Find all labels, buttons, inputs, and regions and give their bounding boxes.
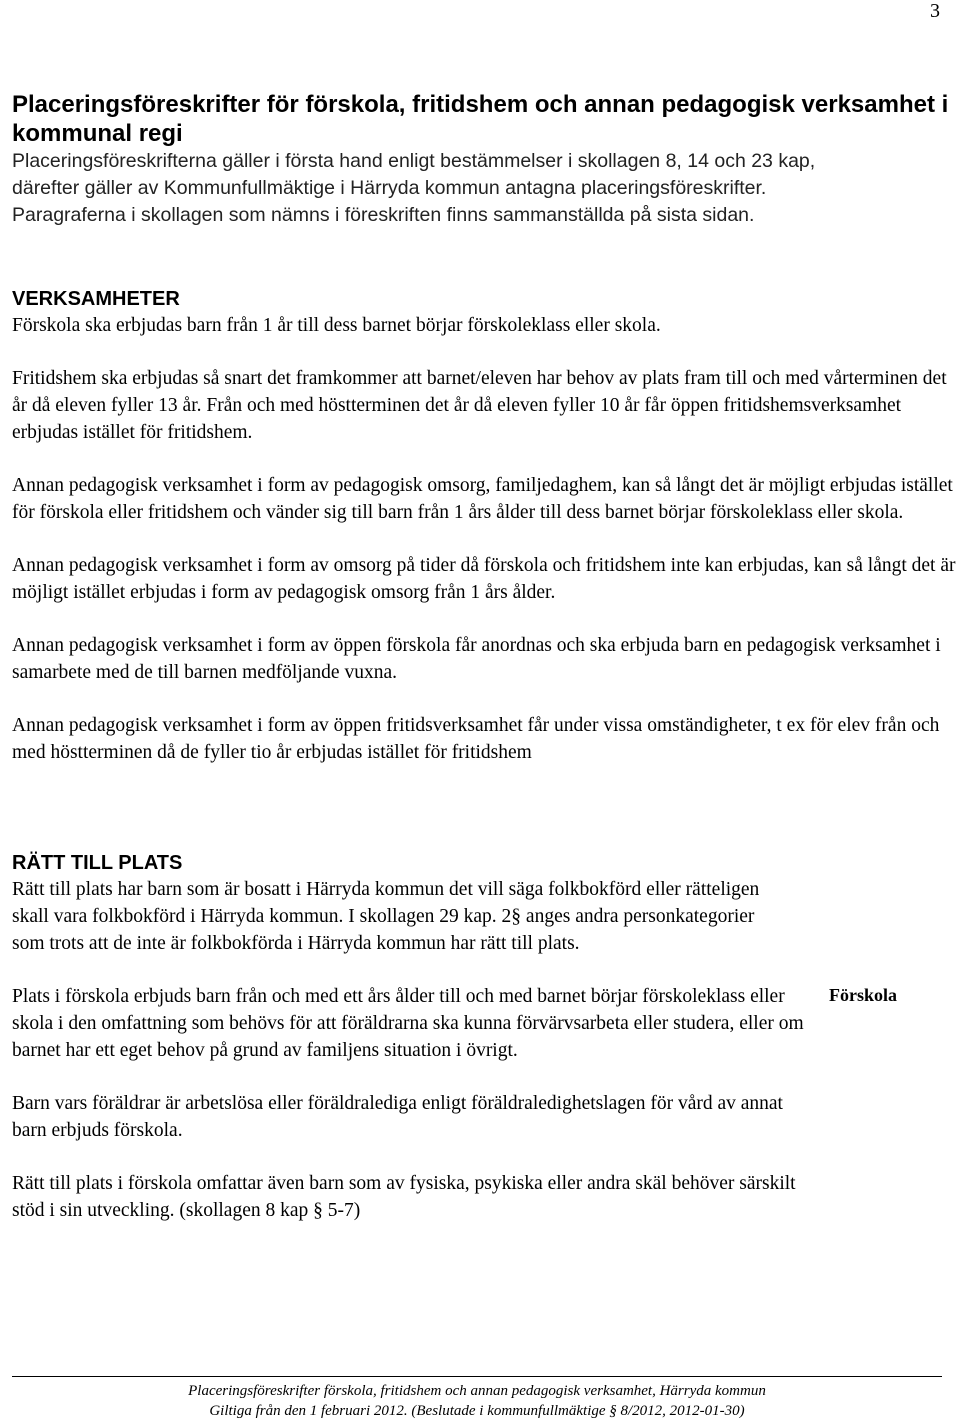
margin-note: Förskola <box>829 985 898 1005</box>
page-footer <box>12 1376 942 1421</box>
paragraph: Annan pedagogisk verksamhet i form av pedagogisk omsorg, familjedaghem, kan så långt det är möjligt erbjudas istället för förskola eller fritidshem och vänder sig till barn från 1 års ålder till dess barnet börjar förskoleklass eller skola. <box>12 475 953 523</box>
paragraph: Rätt till plats har barn som är bosatt i Härryda kommun det vill säga folkbokförd eller rätteligen skall vara folkbokförd i Härryda kommun. I skollagen 29 kap. 2§ anges andra personkategorier som trots att de inte är folkbokförda i Härryda kommun har rätt till plats. <box>12 879 760 954</box>
document-body <box>12 90 957 1224</box>
intro-line: därefter gäller av Kommunfullmäktige i Härryda kommun antagna placeringsföreskrifter. <box>12 177 767 199</box>
footer-line: Giltiga från den 1 februari 2012. (Beslutade i kommunfullmäktige § 8/2012, 2012-01-30) <box>209 1403 745 1419</box>
section-heading-ratt-till-plats: RÄTT TILL PLATS <box>12 852 183 874</box>
paragraph: Plats i förskola erbjuds barn från och med ett års ålder till och med barnet börjar förskoleklass eller skola i den omfattning som behövs för att föräldrarna ska kunna förvärvsarbeta eller studera, eller om barnet har ett eget behov på grund av familjens situation i övrigt. <box>12 986 804 1061</box>
section-heading-verksamheter: VERKSAMHETER <box>12 288 180 310</box>
paragraph: Rätt till plats i förskola omfattar även barn som av fysiska, psykiska eller andra skäl behöver särskilt stöd i sin utveckling. (skollagen 8 kap § 5-7) <box>12 1173 796 1221</box>
intro-line: Paragraferna i skollagen som nämns i föreskriften finns sammanställda på sista sidan. <box>12 204 755 226</box>
page-number: 3 <box>930 0 940 22</box>
document-title: Placeringsföreskrifter för förskola, fritidshem och annan pedagogisk verksamhet i kommunal regi <box>12 91 949 147</box>
paragraph: Annan pedagogisk verksamhet i form av omsorg på tider då förskola och fritidshem inte kan erbjudas, kan så långt det är möjligt istället erbjudas i form av pedagogisk omsorg från 1 års ålder. <box>12 555 956 603</box>
rights-section <box>12 876 957 1224</box>
intro-section <box>12 148 957 229</box>
paragraph: Annan pedagogisk verksamhet i form av öppen fritidsverksamhet får under vissa omständigheter, t ex för elev från och med höstterminen då de fyller tio år erbjudas istället för fritidshem <box>12 715 940 763</box>
paragraph: Barn vars föräldrar är arbetslösa eller föräldralediga enligt föräldraledighetslagen för vård av annat barn erbjuds förskola. <box>12 1093 783 1141</box>
paragraph: Annan pedagogisk verksamhet i form av öppen förskola får anordnas och ska erbjuda barn en pedagogisk verksamhet i samarbete med de till barnen medföljande vuxna. <box>12 635 941 683</box>
footer-line: Placeringsföreskrifter förskola, fritidshem och annan pedagogisk verksamhet, Härryda kommun <box>188 1383 766 1399</box>
paragraph: Fritidshem ska erbjudas så snart det framkommer att barnet/eleven har behov av plats fram till och med vårterminen det år då eleven fyller 13 år. Från och med höstterminen det år då eleven fyller 10 år får öppen fritidshemsverksamhet erbjudas istället för fritidshem. <box>12 368 947 443</box>
intro-line: Placeringsföreskrifterna gäller i första hand enligt bestämmelser i skollagen 8, 14 och 23 kap, <box>12 150 816 172</box>
paragraph: Förskola ska erbjudas barn från 1 år till dess barnet börjar förskoleklass eller skola. <box>12 315 661 336</box>
